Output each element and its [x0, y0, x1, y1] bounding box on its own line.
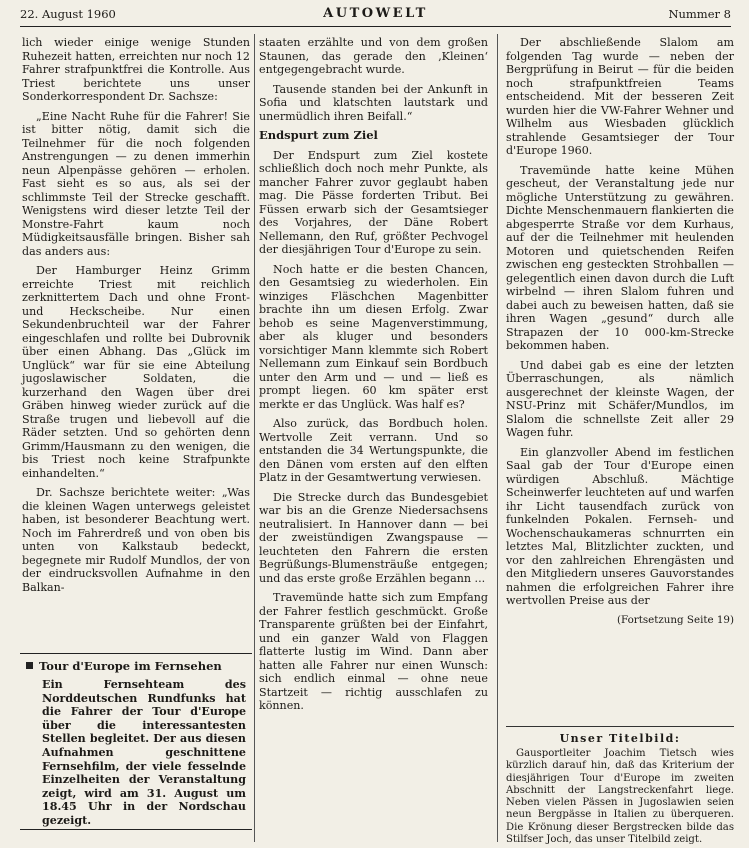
cover-caption-title: Unser Titelbild:: [559, 732, 681, 745]
paragraph: Und dabei gab es eine der letzten Überraschungen, als nämlich ausgerechnet der kleinste Wagen, der NSU-Prinz mit Schäfer/Mundlos, im Slalom die schnellste Zeit aller 29 Wagen fuhr.: [506, 358, 734, 439]
page-header: [20, 4, 731, 27]
cover-caption: [506, 726, 734, 846]
paragraph: Travemünde hatte keine Mühen gescheut, der Veranstaltung jede nur mögliche Unterstützung zu gewähren. Dichte Menschenmauern flankierten die abgesperrte Straße vor dem Kurhaus, auf der die Teilnehmer mit heulenden Motoren und quietschenden Reifen zwischen eng gesteckten Strohballen — gelegentlich einen davon durch die Luft wirbelnd — ihren Slalom fuhren und dabei auch zu beweisen hatten, daß sie ihren Wagen „gesund“ durch alle Strapazen der 10 000-km-Strecke bekommen haben.: [506, 163, 734, 352]
paragraph: staaten erzählte und von dem großen Staunen, das gerade den ‚Kleinen‘ entgegengebracht wurde.: [259, 36, 488, 76]
article-column-3: [506, 36, 734, 627]
paragraph: Ein glanzvoller Abend im festlichen Saal gab der Tour d'Europe einen würdigen Abschluß. Mächtige Scheinwerfer leuchteten auf und warfen ihr Licht tausendfach zurück von funkelnden Pokalen. Fernseh- und Wochenschaukameras schnurrten ein letztes Mal, Blitzlichter zuckten, und vor den zahlreichen Ehrengästen und den Mitgliedern unseres Gauvorstandes nahmen die erfolgreichen Fahrer ihre wertvollen Preise aus der: [506, 445, 734, 607]
paragraph: Travemünde hatte sich zum Empfang der Fahrer festlich geschmückt. Große Transparente grüßten bei der Einfahrt, und ein ganzer Wald von Flaggen flatterte lustig im Wind. Dann aber hatten alle Fahrer nur einen Wunsch: sich endlich einmal — ohne neue Startzeit — richtig ausschlafen zu können.: [259, 591, 488, 712]
tv-notice-title-text: Tour d'Europe im Fernsehen: [39, 659, 222, 673]
column-rule-left: [254, 34, 255, 842]
article-column-2: [259, 36, 488, 719]
issue-number: Nummer 8: [668, 7, 731, 21]
tv-notice-title: [26, 659, 252, 673]
paragraph: Also zurück, das Bordbuch holen. Wertvolle Zeit verrann. Und so entstanden die 34 Wertungspunkte, die den Dänen vom ersten auf den elften Platz in der Gesamtwertung verwiesen.: [259, 417, 488, 484]
paragraph: lich wieder einige wenige Stunden Ruhezeit hatten, erreichten nur noch 12 Fahrer strafpunktfrei die Kontrolle. Aus Triest berichtete uns unser Sonderkorrespondent Dr. Sachsze:: [22, 36, 250, 103]
cover-caption-text: Gausportleiter Joachim Tietsch wies kürzlich darauf hin, daß das Kriterium der diesjährigen Tour d'Europe im zweiten Abschnitt der Langstreckenfahrt liege. Neben vielen Pässen in Jugoslawien seien neun Bergpässe in Italien zu überqueren. Die Krönung dieser Bergstrecken bilde das Stilfser Joch, das unser Titelbild zeigt.: [506, 748, 734, 846]
magazine-title: AUTOWELT: [323, 6, 428, 21]
section-heading: Endspurt zum Ziel: [259, 128, 378, 142]
issue-date: 22. August 1960: [20, 7, 116, 21]
divider: [506, 726, 734, 727]
paragraph: „Eine Nacht Ruhe für die Fahrer! Sie ist bitter nötig, damit sich die Teilnehmer für die noch folgenden Anstrengungen — zu denen immerhin neun Alpenpässe gehören — erholen. Fast sieht es so aus, als sei der schlimmste Teil der Strecke geschafft. Wenigstens wird dieser letzte Teil der Monstre-Fahrt kaum noch Müdigkeitsausfälle bringen. Bisher sah das anders aus:: [22, 109, 250, 258]
paragraph: Der Endspurt zum Ziel kostete schließlich doch noch mehr Punkte, als mancher Fahrer zuvor geglaubt haben mag. Die Pässe forderten Tribut. Bei Füssen erwarb sich der Gesamtsieger des Vorjahres, der Däne Robert Nellemann, den Ruf, größter Pechvogel der diesjährigen Tour d'Europe zu sein.: [259, 148, 488, 256]
paragraph: Tausende standen bei der Ankunft in Sofia und klatschten lautstark und unermüdlich ihren Beifall.“: [259, 82, 488, 123]
tv-notice-text: Ein Fernsehteam des Norddeutschen Rundfunks hat die Fahrer der Tour d'Europe über die interessantesten Stellen begleitet. Der aus diesen Aufnahmen geschnittene Fernsehfilm, der viele fesselnde Einzelheiten der Veranstaltung zeigt, wird am 31. August um 18.45 Uhr in der Nordschau gezeigt.: [42, 678, 246, 827]
column-rule-right: [497, 34, 498, 842]
paragraph: Der abschließende Slalom am folgenden Tag wurde — neben der Bergprüfung in Beirut — für die beiden noch strafpunktfreien Teams entscheidend. Mit der besseren Zeit wurden hier die VW-Fahrer Wehner und Wilhelm aus Wiesbaden glücklich strahlende Gesamtsieger der Tour d'Europe 1960.: [506, 36, 734, 157]
paragraph: Der Hamburger Heinz Grimm erreichte Triest mit reichlich zerknittertem Dach und ohne Front- und Heckscheibe. Nur einen Sekundenbruchteil war der Fahrer eingeschlafen und rollte bei Dubrovnik über einen Abhang. Das „Glück im Unglück“ war für sie eine Abteilung jugoslawischer Soldaten, die kurzerhand den Wagen über drei Gräben hinweg wieder zurück auf die Straße trugen und liebevoll auf die Räder setzten. Und so gehörten denn Grimm/Hausmann zu den wenigen, die bis Triest noch keine Strafpunkte einhandelten.“: [22, 264, 250, 480]
square-bullet-icon: [26, 662, 33, 669]
tv-notice-box: [20, 653, 252, 830]
paragraph: Dr. Sachsze berichtete weiter: „Was die kleinen Wagen unterwegs geleistet haben, ist besonderer Beachtung wert. Noch im Fahrerdreß und von oben bis unten von Kalkstaub bedeckt, begegnete mir Rudolf Mundlos, der von der eindrucksvollen Aufnahme in den Balkan-: [22, 486, 250, 594]
paragraph: Die Strecke durch das Bundesgebiet war bis an die Grenze Niedersachsens neutralisiert. In Hannover dann — bei der zweistündigen Zwangspause — leuchteten den Fahrern die ersten Begrüßungs-Blumensträuße entgegen; und das erste große Erzählen begann ...: [259, 490, 488, 585]
paragraph: Noch hatte er die besten Chancen, den Gesamtsieg zu wiederholen. Ein winziges Fläschchen Magenbitter brachte ihn um diesen Erfolg. Zwar behob es seine Magenverstimmung, aber als kluger und besonders vorsichtiger Mann klemmte sich Robert Nellemann zum Einkauf sein Bordbuch unter den Arm und — und — ließ es prompt liegen. 60 km später erst merkte er das Unglück. Was half es?: [259, 262, 488, 411]
continuation-note: (Fortsetzung Seite 19): [617, 613, 734, 626]
article-column-1: [22, 36, 250, 600]
